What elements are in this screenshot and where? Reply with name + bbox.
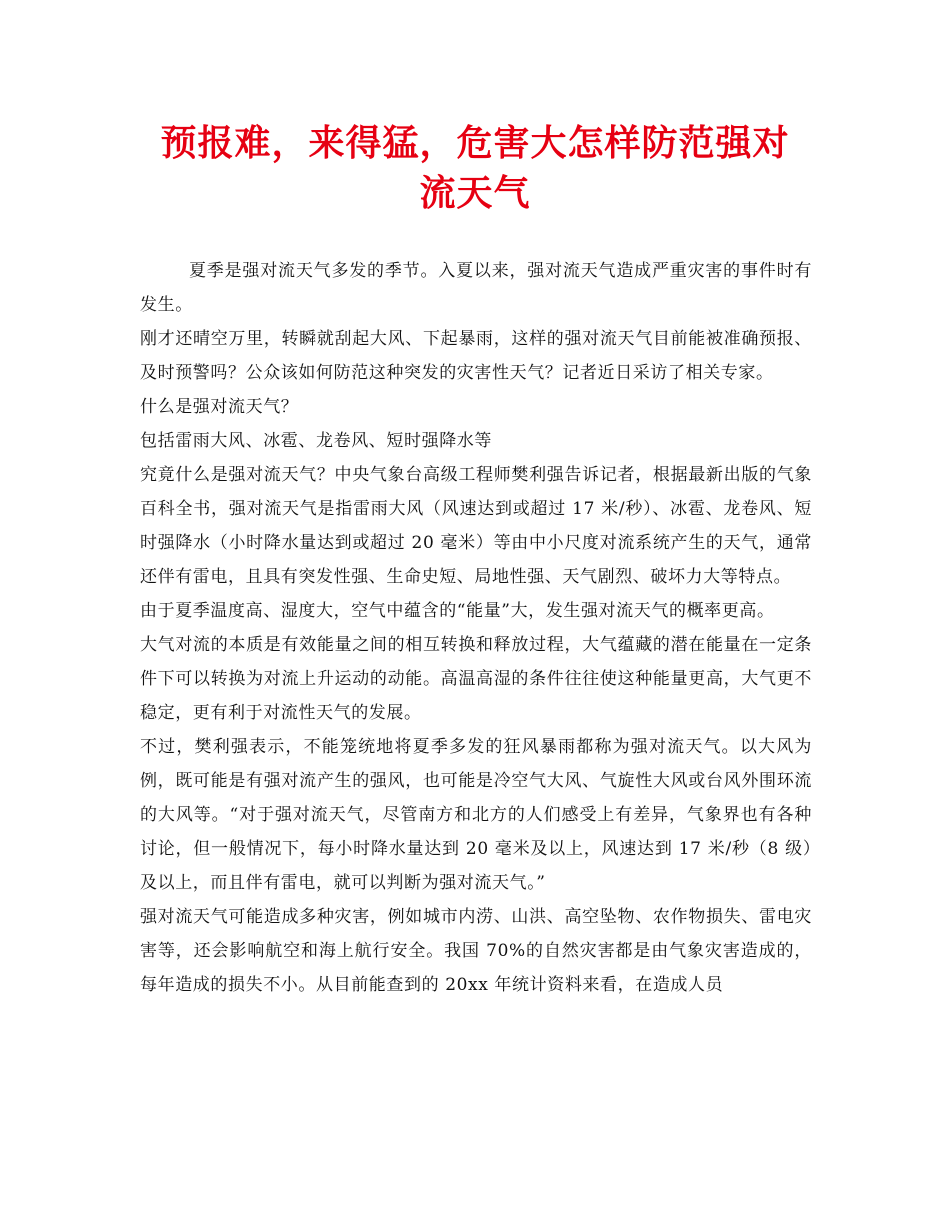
document-title: 预报难，来得猛，危害大怎样防范强对流天气 [160,122,790,214]
paragraph-definition: 究竟什么是强对流天气？中央气象台高级工程师樊利强告诉记者，根据最新出版的气象百科全书，强对流天气是指雷雨大风（风速达到或超过 17 米/秒）、冰雹、龙卷风、短时强降水（小时降水量达到或超过 20 毫米）等由中小尺度对流系统产生的天气，通常还伴有雷电，且具有突发性强、生命史短、局地性强、天气剧烈、破坏力大等特点。 [140,465,812,587]
paragraph-disasters: 强对流天气可能造成多种灾害，例如城市内涝、山洪、高空坠物、农作物损失、雷电灾害等，还会影响航空和海上航行安全。我国 70%的自然灾害都是由气象灾害造成的，每年造成的损失不小。从目前能查到的 20xx 年统计资料来看，在造成人员 [140,907,812,995]
paragraph-question-forecast: 刚才还晴空万里，转瞬就刮起大风、下起暴雨，这样的强对流天气目前能被准确预报、及时预警吗？公众该如何防范这种突发的灾害性天气？记者近日采访了相关专家。 [140,329,812,383]
document-body [140,254,812,1002]
paragraph-convection-nature: 大气对流的本质是有效能量之间的相互转换和释放过程，大气蕴藏的潜在能量在一定条件下可以转换为对流上升运动的动能。高温高湿的条件往往使这种能量更高，大气更不稳定，更有利于对流性天气的发展。 [140,635,812,723]
paragraph-intro: 夏季是强对流天气多发的季节。入夏以来，强对流天气造成严重灾害的事件时有发生。 [140,261,812,315]
paragraph-summer-energy: 由于夏季温度高、湿度大，空气中蕴含的“能量”大，发生强对流天气的概率更高。 [140,601,775,621]
section-subheading-includes: 包括雷雨大风、冰雹、龙卷风、短时强降水等 [140,431,492,451]
section-heading-what-is: 什么是强对流天气？ [140,397,299,417]
paragraph-not-all-storms: 不过，樊利强表示，不能笼统地将夏季多发的狂风暴雨都称为强对流天气。以大风为例，既可能是有强对流产生的强风，也可能是冷空气大风、气旋性大风或台风外围环流的大风等。“对于强对流天气，尽管南方和北方的人们感受上有差异，气象界也有各种讨论，但一般情况下，每小时降水量达到 20 毫米及以上，风速达到 17 米/秒（8 级）及以上，而且伴有雷电，就可以判断为强对流天气。” [140,737,812,893]
